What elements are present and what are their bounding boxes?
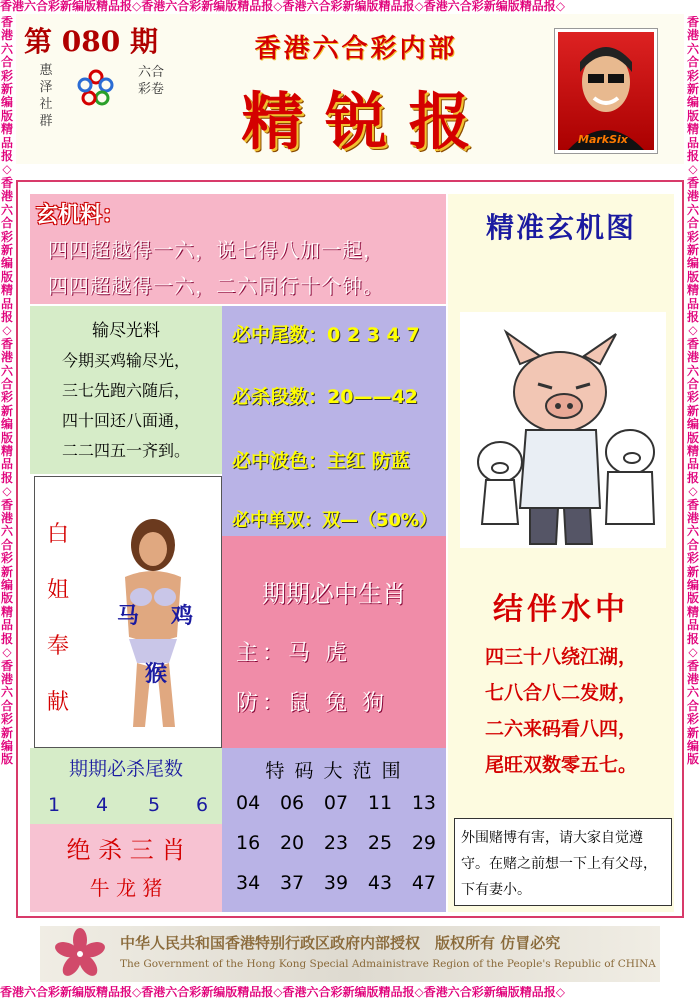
logo-right-text: 六合 彩卷	[137, 65, 164, 97]
overlay-horse: 马	[117, 603, 140, 629]
bauhinia-emblem-icon	[54, 928, 106, 984]
poem-panel	[30, 306, 222, 474]
poem-right-title: 结伴水中	[493, 592, 629, 627]
side-char-3: 奉	[47, 634, 70, 659]
side-char-4: 献	[47, 690, 70, 715]
gambling-notice: 外围赌博有害，请大家自觉遵守。在赌之前想一下上有父母，下有妻小。	[454, 818, 672, 906]
special-number: 23	[323, 832, 349, 854]
footer-cn-text: 中华人民共和国香港特别行政区政府内部授权 版权所有 仿冒必究	[120, 934, 561, 952]
special-number: 29	[411, 832, 436, 854]
zodiac-title: 期期必中生肖	[262, 580, 406, 608]
overlay-monkey: 猴	[145, 661, 168, 687]
special-number: 34	[236, 872, 261, 894]
special-number: 16	[236, 832, 261, 854]
poem-right-line-4: 尾旺双数零五七。	[484, 754, 637, 776]
kill-three-animals: 牛 龙 猪	[89, 876, 163, 900]
poem-right-line-1: 四三十八绕江湖，	[484, 646, 637, 668]
poem-right-line-2: 七八合八二发财，	[484, 682, 637, 704]
side-char-2: 姐	[47, 578, 70, 603]
marksix-caption: MarkSix	[578, 133, 628, 146]
riddle-heading: 玄机料：	[36, 202, 125, 228]
kill-three-panel	[30, 824, 222, 912]
mystery-picture-title: 精准玄机图	[485, 211, 636, 244]
poem-title: 输尽光料	[92, 321, 160, 341]
side-char-1: 白	[47, 522, 70, 547]
pick-oddeven: 必中单双：双—（50%）	[232, 510, 438, 531]
riddle-line-2: 四四超越得一六，二六同行十个钟。	[48, 274, 384, 298]
kill-tail-number-1: 1	[48, 794, 61, 816]
special-number: 37	[279, 872, 305, 894]
poem-line-2: 三七先跑六随后，	[61, 381, 190, 400]
model-figure-image	[95, 517, 215, 741]
pick-segment: 必杀段数：20——42	[232, 386, 418, 408]
poem-line-3: 四十回还八面通，	[61, 411, 190, 430]
special-row-1	[236, 792, 436, 832]
group-logo	[36, 62, 176, 132]
left-border-text: 香港六合彩新编版精品报◇香港六合彩新编版精品报◇香港六合彩新编版精品报◇香港六合彩新编版精品报◇香港六合彩新编版	[0, 16, 13, 767]
zodiac-main: 主：马 虎	[236, 641, 351, 666]
kill-tail-panel	[30, 748, 222, 824]
special-row-3	[236, 872, 436, 912]
kill-tail-number-3: 5	[148, 794, 161, 816]
footer-en-text: The Government of the Hong Kong Special Admainistrave Region of the People's Republic of CHINA	[120, 958, 656, 970]
issue-number: 第 080 期	[24, 25, 158, 58]
overlay-rooster: 鸡	[171, 603, 194, 629]
bottom-border-text: 香港六合彩新编版精品报◇香港六合彩新编版精品报◇香港六合彩新编版精品报◇香港六合彩新编版精品报◇	[0, 986, 565, 999]
zodiac-panel	[222, 536, 446, 748]
right-panel	[448, 194, 674, 912]
zodiac-guard: 防：鼠 兔 狗	[236, 691, 388, 716]
special-number: 11	[367, 792, 393, 814]
top-border-text: 香港六合彩新编版精品报◇香港六合彩新编版精品报◇香港六合彩新编版精品报◇香港六合彩新编版精品报◇	[0, 0, 565, 13]
kill-tail-number-4: 6	[196, 794, 209, 816]
special-number: 47	[411, 872, 436, 894]
kill-three-title: 绝 杀 三 肖	[66, 836, 186, 864]
photo-box	[34, 476, 222, 748]
picks-panel	[222, 306, 446, 536]
host-photo	[554, 28, 658, 154]
poem-right-line-3: 二六来码看八四，	[484, 718, 637, 740]
flower-logo-icon	[76, 68, 116, 112]
pig-cartoon-image	[460, 312, 666, 548]
kill-tail-number-2: 4	[96, 794, 109, 816]
special-number: 39	[323, 872, 349, 894]
special-range-grid	[236, 792, 436, 912]
poem-line-1: 今期买鸡输尽光，	[61, 351, 190, 370]
logo-left-text: 惠 泽 社 群	[39, 63, 53, 129]
kill-tail-title: 期期必杀尾数	[68, 758, 183, 780]
special-number: 07	[323, 792, 349, 814]
riddle-line-1: 四四超越得一六，说七得八加一起，	[48, 238, 384, 262]
pick-tail: 必中尾数：0 2 3 4 7	[232, 324, 420, 346]
special-number: 20	[279, 832, 305, 854]
special-number: 25	[367, 832, 393, 854]
footer	[40, 926, 660, 982]
poem-line-4: 二二四五一齐到。	[61, 441, 190, 460]
special-number: 06	[279, 792, 305, 814]
header-title: 精 锐 报	[241, 85, 471, 158]
special-range-panel	[222, 748, 446, 912]
header-subtitle: 香港六合彩内部	[254, 34, 458, 64]
pick-wave: 必中波色：主红 防蓝	[232, 450, 410, 472]
riddle-panel	[30, 194, 446, 304]
special-number: 13	[411, 792, 436, 814]
special-number: 43	[367, 872, 393, 894]
header	[16, 14, 684, 164]
special-range-title: 特 码 大 范 围	[265, 760, 403, 782]
special-number: 04	[236, 792, 261, 814]
right-border-text: 香港六合彩新编版精品报◇香港六合彩新编版精品报◇香港六合彩新编版精品报◇香港六合彩新编版精品报◇香港六合彩新编版	[686, 16, 699, 767]
special-row-2	[236, 832, 436, 872]
